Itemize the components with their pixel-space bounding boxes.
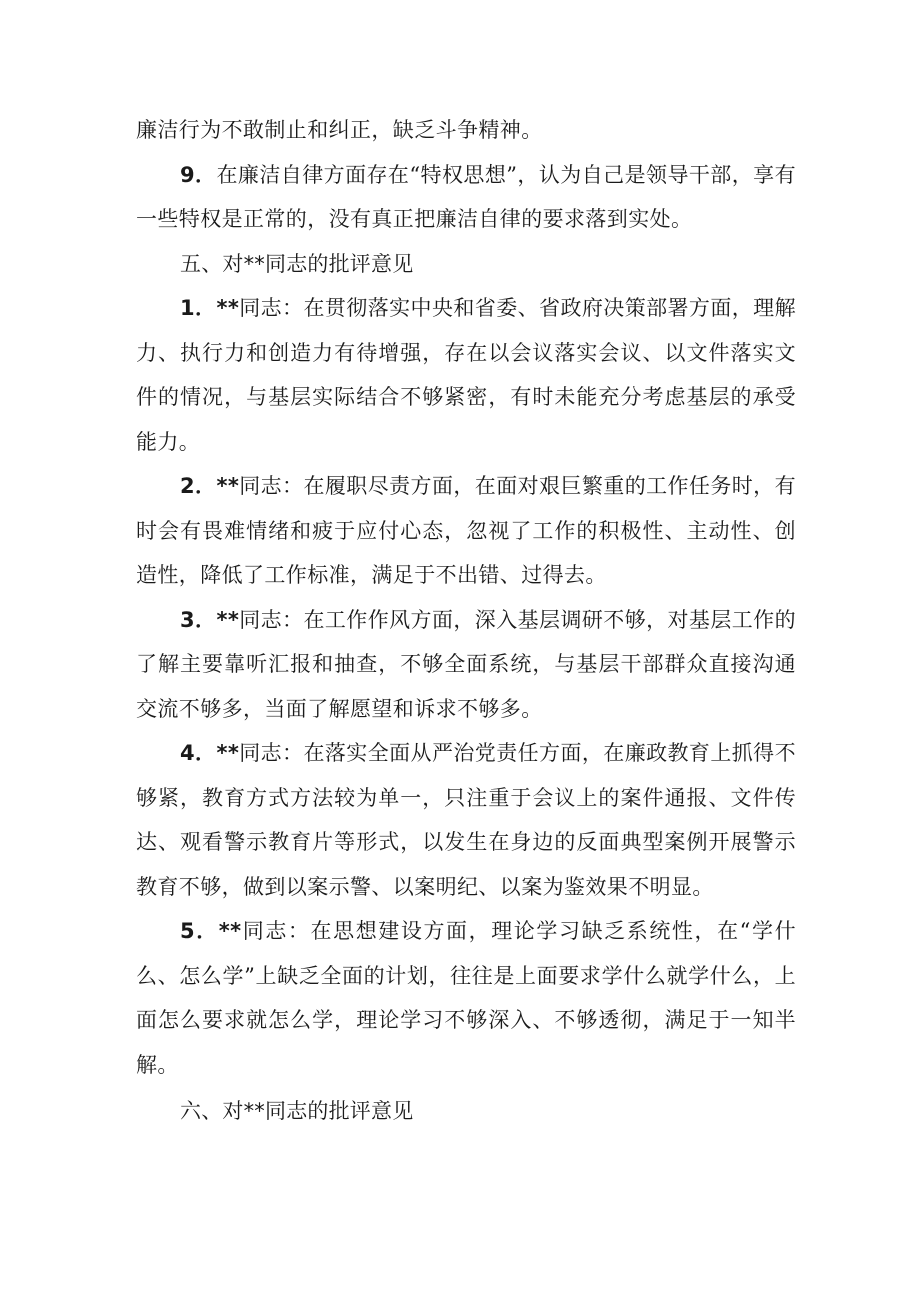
item-number: 5．**	[180, 919, 242, 943]
paragraph-text: 廉洁行为不敢制止和纠正，缺乏斗争精神。	[136, 118, 543, 142]
section-heading-6: 六、对**同志的批评意见	[180, 1099, 414, 1123]
paragraph-continuation	[136, 108, 796, 153]
paragraph-text: 同志：在思想建设方面，理论学习缺乏系统性，在“学什么、怎么学”上缺乏全面的计划，往往是上面要求学什么就学什么，上面怎么要求就怎么学，理论学习不够深入、不够透彻，满足于一知半解。	[136, 919, 796, 1077]
paragraph-text: 同志：在工作作风方面，深入基层调研不够，对基层工作的了解主要靠听汇报和抽查，不够全面系统，与基层干部群众直接沟通交流不够多，当面了解愿望和诉求不够多。	[136, 607, 796, 721]
list-item-4	[136, 731, 796, 909]
item-number: 3．**	[180, 607, 240, 632]
list-item-2	[136, 464, 796, 598]
list-item-1	[136, 286, 796, 464]
item-number: 4．**	[180, 741, 240, 765]
paragraph-text: 在廉洁自律方面存在“特权思想”，认为自己是领导干部，享有一些特权是正常的，没有真正把廉洁自律的要求落到实处。	[136, 162, 796, 231]
item-number: 2．**	[180, 474, 240, 498]
list-item-9	[136, 153, 796, 242]
document-body	[136, 108, 796, 1134]
paragraph-text: 同志：在落实全面从严治党责任方面，在廉政教育上抓得不够紧，教育方式方法较为单一，只注重于会议上的案件通报、文件传达、观看警示教育片等形式，以发生在身边的反面典型案例开展警示教育不够，做到以案示警、以案明纪、以案为鉴效果不明显。	[136, 741, 796, 899]
item-number: 1．**	[180, 296, 240, 320]
paragraph-text: 同志：在贯彻落实中央和省委、省政府决策部署方面，理解力、执行力和创造力有待增强，存在以会议落实会议、以文件落实文件的情况，与基层实际结合不够紧密，有时未能充分考虑基层的承受能力。	[136, 296, 796, 454]
list-item-3	[136, 598, 796, 732]
section-heading-5: 五、对**同志的批评意见	[180, 251, 414, 276]
item-number: 9．	[180, 162, 217, 187]
paragraph-text: 同志：在履职尽责方面，在面对艰巨繁重的工作任务时，有时会有畏难情绪和疲于应付心态，忽视了工作的积极性、主动性、创造性，降低了工作标准，满足于不出错、过得去。	[136, 474, 796, 587]
list-item-5	[136, 909, 796, 1087]
